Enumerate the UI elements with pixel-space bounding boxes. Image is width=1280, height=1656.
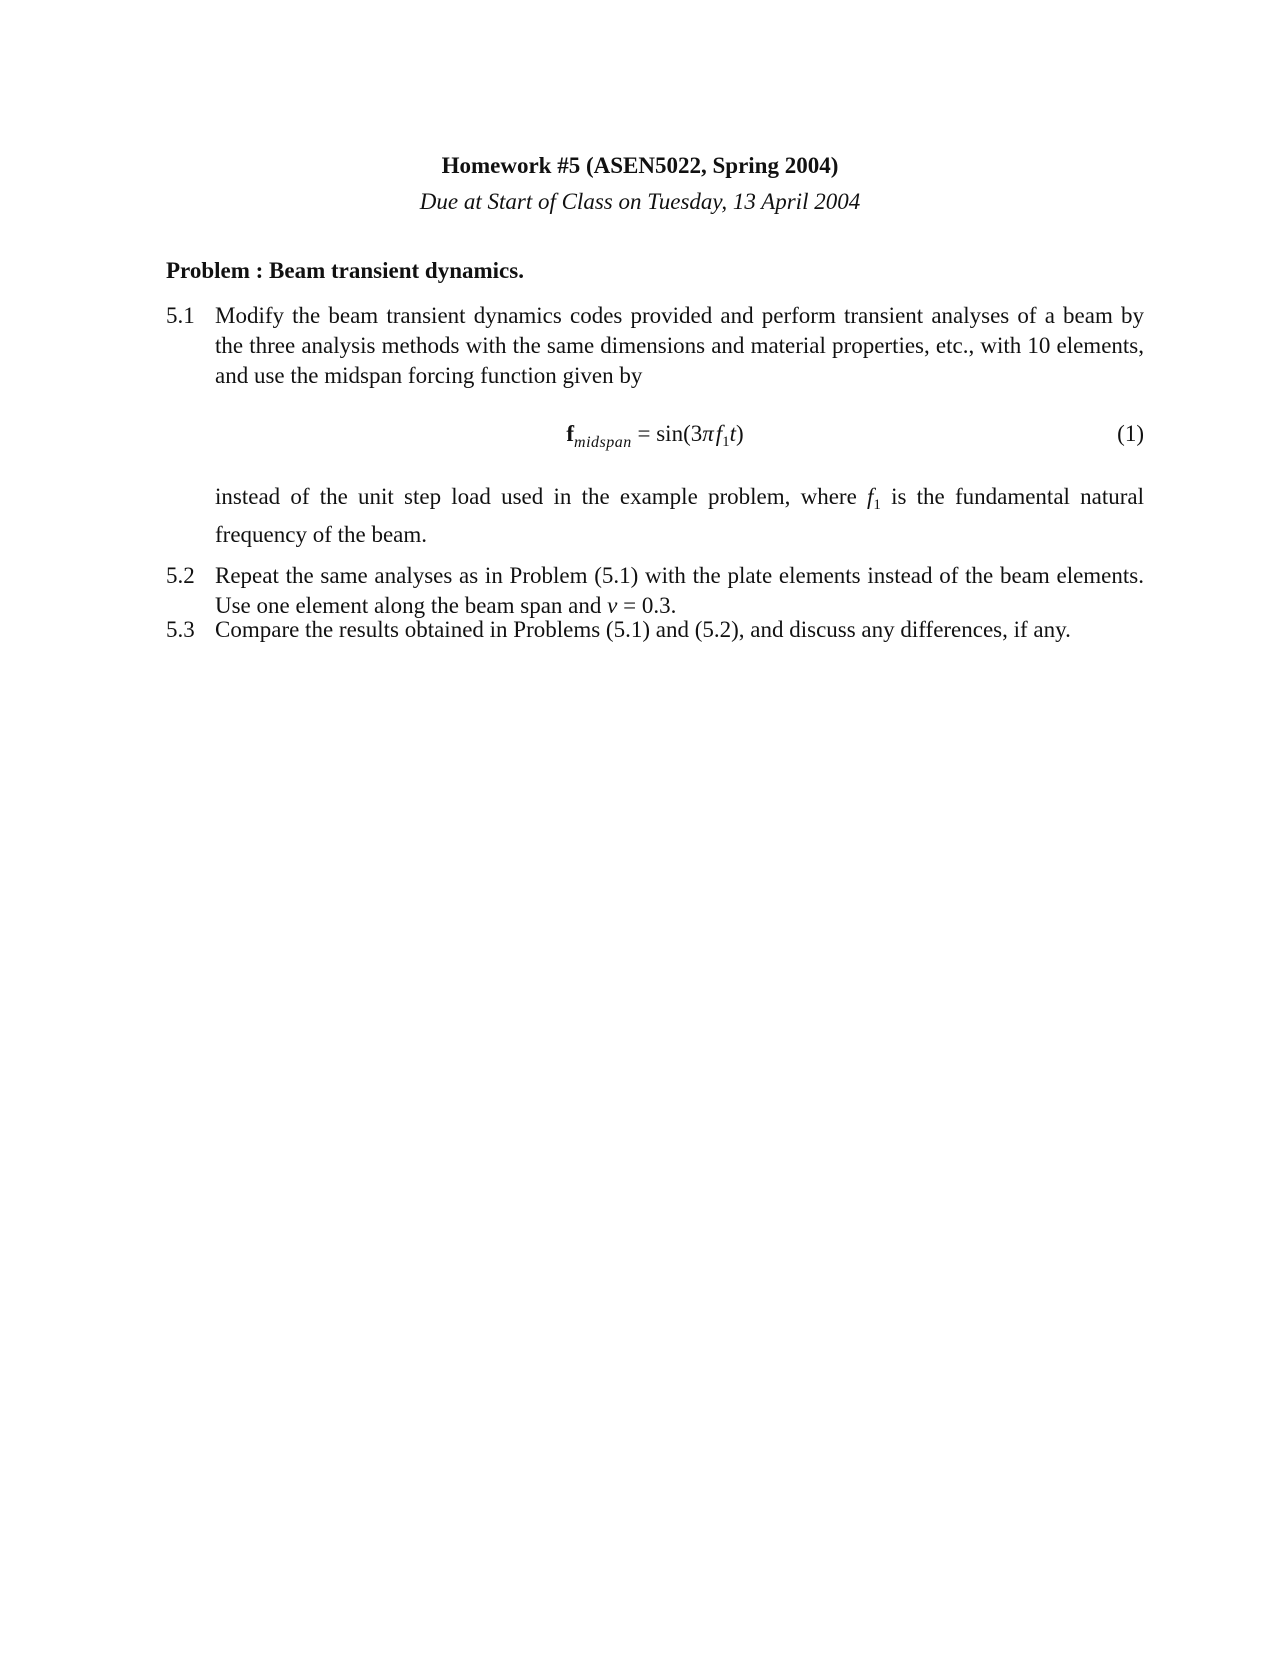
eq-lhs-symbol: f xyxy=(566,421,575,446)
eq-t-symbol: t xyxy=(729,421,736,446)
homework-title: Homework #5 (ASEN5022, Spring 2004) xyxy=(441,153,839,178)
due-date-subtitle: Due at Start of Class on Tuesday, 13 April 2004 xyxy=(419,189,861,214)
equation-1 xyxy=(166,419,1144,449)
eq-f-symbol: f xyxy=(715,421,723,446)
item-text-after: = 0.3. xyxy=(617,593,677,618)
continuation-symbol: f xyxy=(867,484,874,509)
item-5-1-continuation xyxy=(215,482,1144,550)
problem-heading: Problem : Beam transient dynamics. xyxy=(166,258,524,283)
problem-item-5-1 xyxy=(166,301,1144,391)
continuation-subscript: 1 xyxy=(873,497,881,513)
eq-rhs-prefix: sin(3 xyxy=(656,421,703,446)
item-number: 5.1 xyxy=(166,303,195,328)
item-text: Modify the beam transient dynamics codes provided and perform transient analyses of a beam by the three analysis methods with the same dimensions and material properties, etc., with 10 elements, and use the midspan forcing function given by xyxy=(215,303,1144,388)
equation-number: (1) xyxy=(1117,421,1144,446)
item-text: Compare the results obtained in Problems (5.1) and (5.2), and discuss any differences, if any. xyxy=(215,617,1071,642)
equation-formula xyxy=(166,419,1144,458)
continuation-after: is the fundamental natural frequency of the beam. xyxy=(215,484,1144,547)
problem-item-5-3 xyxy=(166,615,1144,645)
problem-item-5-2 xyxy=(166,561,1144,621)
eq-lhs-subscript: midspan xyxy=(574,434,632,451)
item-text-before: Repeat the same analyses as in Problem (5.1) with the plate elements instead of the beam elements. Use one element along the beam span and xyxy=(215,563,1144,618)
eq-pi: π xyxy=(702,421,714,446)
continuation-before: instead of the unit step load used in the example problem, where xyxy=(215,484,867,509)
eq-equals: = xyxy=(637,421,651,446)
eq-f-subscript: 1 xyxy=(722,434,730,450)
nu-symbol: ν xyxy=(607,593,618,618)
item-text xyxy=(215,561,1144,621)
eq-rhs-suffix: ) xyxy=(735,421,744,446)
item-number: 5.2 xyxy=(166,563,195,588)
item-number: 5.3 xyxy=(166,617,195,642)
